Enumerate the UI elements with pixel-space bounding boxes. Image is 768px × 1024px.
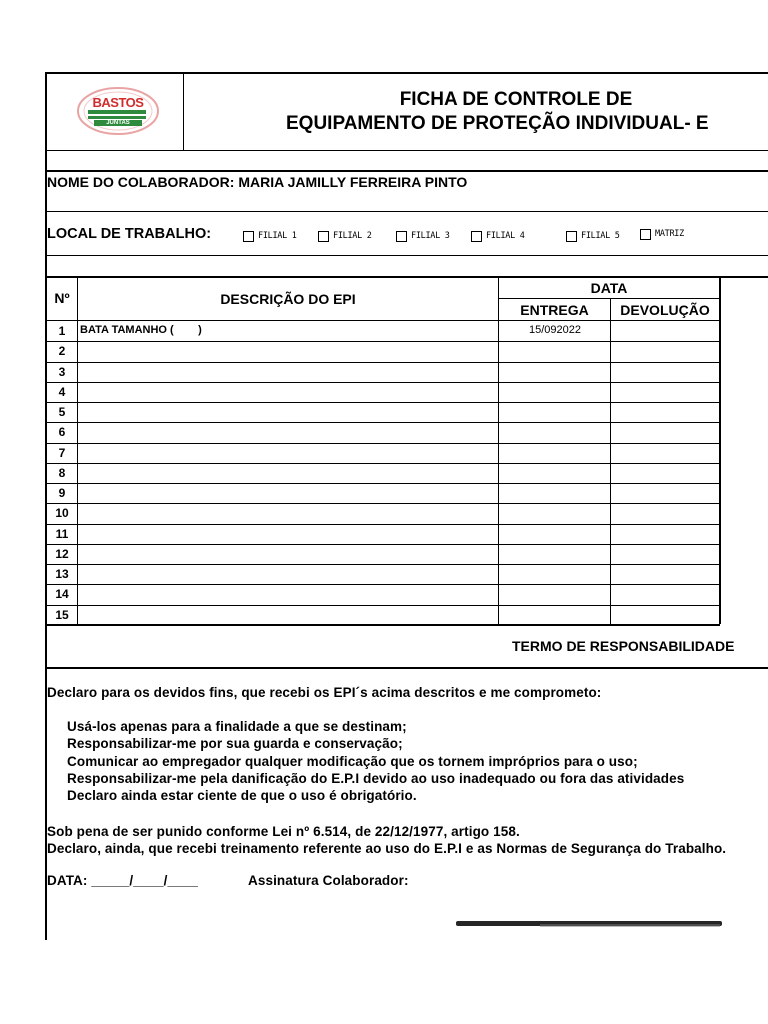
col-header-delivery: ENTREGA (520, 302, 589, 318)
row-divider (46, 341, 720, 342)
option-label: FILIAL 4 (486, 231, 525, 241)
checkbox-filial-3[interactable] (396, 231, 407, 242)
epi-description-cell[interactable]: BATA TAMANHO ( ) (80, 324, 202, 336)
collaborator-bottom-line (46, 211, 768, 212)
row-divider (46, 544, 720, 545)
top-border (46, 72, 768, 74)
logo-divider (183, 72, 184, 150)
collaborator-label: NOME DO COLABORADOR: (47, 174, 235, 190)
terms-item-2 (47, 736, 403, 751)
terms-item-3 (47, 754, 638, 769)
terms-title-line (46, 667, 768, 669)
collaborator-field (47, 174, 467, 190)
row-divider (46, 422, 720, 423)
signature-label: Assinatura Colaborador: (248, 873, 409, 888)
collaborator-top-line (46, 170, 768, 172)
row-number: 4 (58, 384, 66, 399)
row-divider (46, 483, 720, 484)
row-number: 13 (55, 567, 69, 581)
col-header-return: DEVOLUÇÃO (620, 302, 710, 318)
law-line-2: Declaro, ainda, que recebi treinamento referente ao uso do E.P.I e as Normas de Segurança do Trabalho. (47, 841, 727, 856)
row-number: 6 (58, 425, 66, 440)
row-number: 9 (58, 486, 66, 500)
company-logo (74, 85, 162, 137)
title-line-2: EQUIPAMENTO DE PROTEÇÃO INDIVIDUAL- E (286, 113, 709, 134)
row-number: 3 (58, 364, 66, 379)
date-field[interactable]: DATA: _____/____/____ (47, 873, 198, 888)
logo-text: BASTOS (92, 95, 144, 110)
row-divider (46, 605, 720, 606)
terms-item-text: Comunicar ao empregador qualquer modificação que os tornem impróprios para o uso; (67, 754, 638, 769)
option-filial-1[interactable] (243, 229, 297, 243)
col-header-num: Nº (54, 290, 70, 306)
terms-item-text: Declaro ainda estar ciente de que o uso é obrigatório. (67, 788, 417, 803)
row-divider (46, 402, 720, 403)
row-number: 5 (58, 405, 66, 419)
row-divider (46, 503, 720, 504)
row-divider (46, 584, 720, 585)
option-label: FILIAL 3 (411, 231, 450, 241)
col-line-desc (498, 277, 499, 624)
row-number: 12 (55, 546, 69, 561)
checkbox-filial-4[interactable] (471, 231, 482, 242)
col-header-date: DATA (590, 280, 628, 296)
row-number: 7 (58, 445, 66, 460)
terms-item-4 (47, 771, 684, 786)
header-bottom-line (46, 150, 768, 151)
row-number: 2 (58, 344, 66, 359)
title-line-1: FICHA DE CONTROLE DE (399, 89, 633, 110)
row-number: 10 (55, 506, 69, 521)
row-number: 15 (55, 607, 69, 622)
terms-title: TERMO DE RESPONSABILIDADE (512, 638, 735, 654)
row-divider (46, 443, 720, 444)
row-divider (46, 564, 720, 565)
col-line-right (719, 277, 721, 624)
option-filial-2[interactable] (318, 229, 372, 243)
row-number: 1 (58, 324, 66, 338)
terms-item-text: Responsabilizar-me por sua guarda e conservação; (67, 736, 403, 751)
row-number: 14 (55, 587, 69, 602)
option-label: FILIAL 1 (258, 231, 297, 241)
col-line-delivery (610, 298, 611, 624)
option-label: FILIAL 2 (333, 231, 372, 241)
checkbox-filial-5[interactable] (566, 231, 577, 242)
table-top-line (46, 276, 768, 278)
date-header-line (499, 298, 720, 299)
terms-intro: Declaro para os devidos fins, que recebi os EPI´s acima descritos e me comprometo: (47, 685, 602, 700)
law-line-1: Sob pena de ser punido conforme Lei nº 6.514, de 22/12/1977, artigo 158. (47, 824, 520, 839)
checkbox-filial-2[interactable] (318, 231, 329, 242)
terms-item-5 (47, 788, 417, 803)
row-number: 11 (55, 526, 69, 541)
col-header-desc: DESCRIÇÃO DO EPI (220, 291, 356, 307)
table-bottom-line (46, 624, 720, 626)
row-divider (46, 524, 720, 525)
row-divider (46, 362, 720, 363)
option-filial-5[interactable] (566, 229, 620, 243)
workplace-label: LOCAL DE TRABALHO: (47, 226, 212, 242)
option-filial-4[interactable] (471, 229, 525, 243)
logo-subtext: JUNTAS (94, 120, 142, 126)
col-line-num (77, 277, 78, 624)
terms-item-text: Usá-los apenas para a finalidade a que se destinam; (67, 719, 407, 734)
row-number: 8 (58, 465, 66, 480)
option-label: MATRIZ (655, 229, 684, 239)
checkbox-matriz[interactable] (640, 229, 651, 240)
table-header-bottom-line (46, 320, 720, 321)
option-filial-3[interactable] (396, 229, 450, 243)
workplace-bottom-line (46, 255, 768, 256)
signature-line-shadow (540, 924, 720, 927)
terms-item-1 (47, 719, 407, 734)
checkbox-filial-1[interactable] (243, 231, 254, 242)
delivery-date-cell[interactable]: 15/092022 (529, 324, 581, 336)
option-label: FILIAL 5 (581, 231, 620, 241)
row-divider (46, 382, 720, 383)
terms-item-text: Responsabilizar-me pela danificação do E.P.I devido ao uso inadequado ou fora das atividades (67, 771, 685, 786)
option-matriz[interactable] (640, 227, 684, 241)
row-divider (46, 463, 720, 464)
collaborator-name: MARIA JAMILLY FERREIRA PINTO (238, 174, 468, 190)
